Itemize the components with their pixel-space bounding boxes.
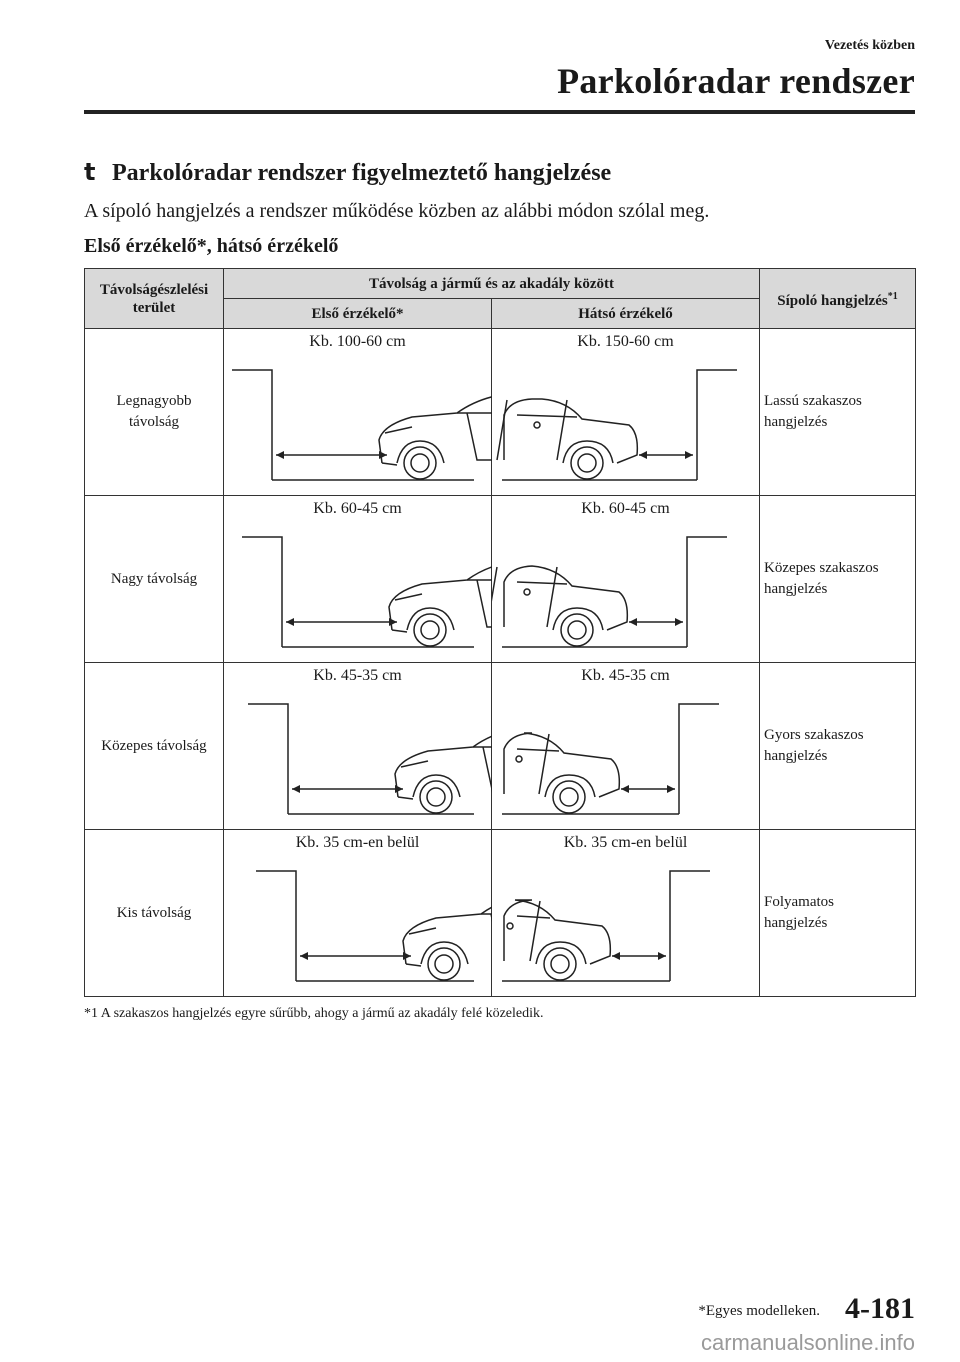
rear-distance: Kb. 35 cm-en belül: [563, 834, 688, 851]
rear-cell: [492, 329, 760, 496]
section-heading-text: Parkolóradar rendszer figyelmeztető hangjelzése: [112, 160, 612, 186]
header-distance: Távolság a jármű és az akadály között: [224, 269, 760, 299]
intro-text: A sípoló hangjelzés a rendszer működése közben az alábbi módon szólal meg.: [84, 200, 710, 222]
table-row: [85, 496, 916, 663]
table-row: [85, 663, 916, 830]
rear-cell: [492, 663, 760, 830]
header-beep: Sípoló hangjelzés$^{*1}$: [760, 269, 916, 329]
front-car-illustration: [224, 856, 492, 996]
front-cell: [224, 663, 492, 830]
rear-cell: [492, 830, 760, 997]
front-car-illustration: [224, 689, 492, 829]
sensor-subheading: Első érzékelő*, hátsó érzékelő: [84, 235, 339, 257]
table-row: [85, 329, 916, 496]
front-distance: Kb. 35 cm-en belül: [295, 834, 420, 851]
rear-cell: [492, 496, 760, 663]
beep-cell: Gyors szakaszos hangjelzés: [760, 663, 916, 830]
range-cell: Nagy távolság: [85, 496, 224, 663]
header-beep-note: *1: [887, 290, 898, 302]
chapter-label: Vezetés közben: [824, 38, 915, 53]
watermark: carmanualsonline.info: [700, 1330, 915, 1355]
rear-distance: Kb. 60-45 cm: [581, 500, 670, 517]
rear-car-illustration: [492, 689, 760, 829]
section-heading: [84, 158, 611, 187]
front-cell: [224, 329, 492, 496]
section-bullet: t: [84, 158, 96, 186]
front-cell: [224, 496, 492, 663]
front-distance: Kb. 100-60 cm: [309, 333, 406, 350]
front-cell: [224, 830, 492, 997]
front-distance: Kb. 45-35 cm: [313, 667, 402, 684]
model-note: *Egyes modelleken.: [698, 1303, 820, 1319]
rear-car-illustration: [492, 522, 760, 662]
rear-car-illustration: [492, 856, 760, 996]
rear-car-illustration: [492, 355, 760, 495]
page-title: Parkolóradar rendszer: [557, 61, 915, 101]
warning-table: [84, 268, 916, 997]
beep-cell: Lassú szakaszos hangjelzés: [760, 329, 916, 496]
page-number: 4-181: [845, 1292, 915, 1325]
header-rear: Hátsó érzékelő: [492, 299, 760, 329]
rear-distance: Kb. 45-35 cm: [581, 667, 670, 684]
front-car-illustration: [224, 355, 492, 495]
range-cell: Kis távolság: [85, 830, 224, 997]
range-cell: Legnagyobb távolság: [85, 329, 224, 496]
range-cell: Közepes távolság: [85, 663, 224, 830]
front-distance: Kb. 60-45 cm: [313, 500, 402, 517]
beep-cell: Közepes szakaszos hangjelzés: [760, 496, 916, 663]
header-front: Első érzékelő*: [224, 299, 492, 329]
beep-cell: Folyamatos hangjelzés: [760, 830, 916, 997]
table-row: [85, 830, 916, 997]
header-range: Távolságészlelési terület: [85, 269, 224, 329]
title-rule: [84, 110, 915, 114]
footnote: *1 A szakaszos hangjelzés egyre sűrűbb, ahogy a jármű az akadály felé közeledik.: [84, 1006, 544, 1021]
rear-distance: Kb. 150-60 cm: [577, 333, 674, 350]
front-car-illustration: [224, 522, 492, 662]
